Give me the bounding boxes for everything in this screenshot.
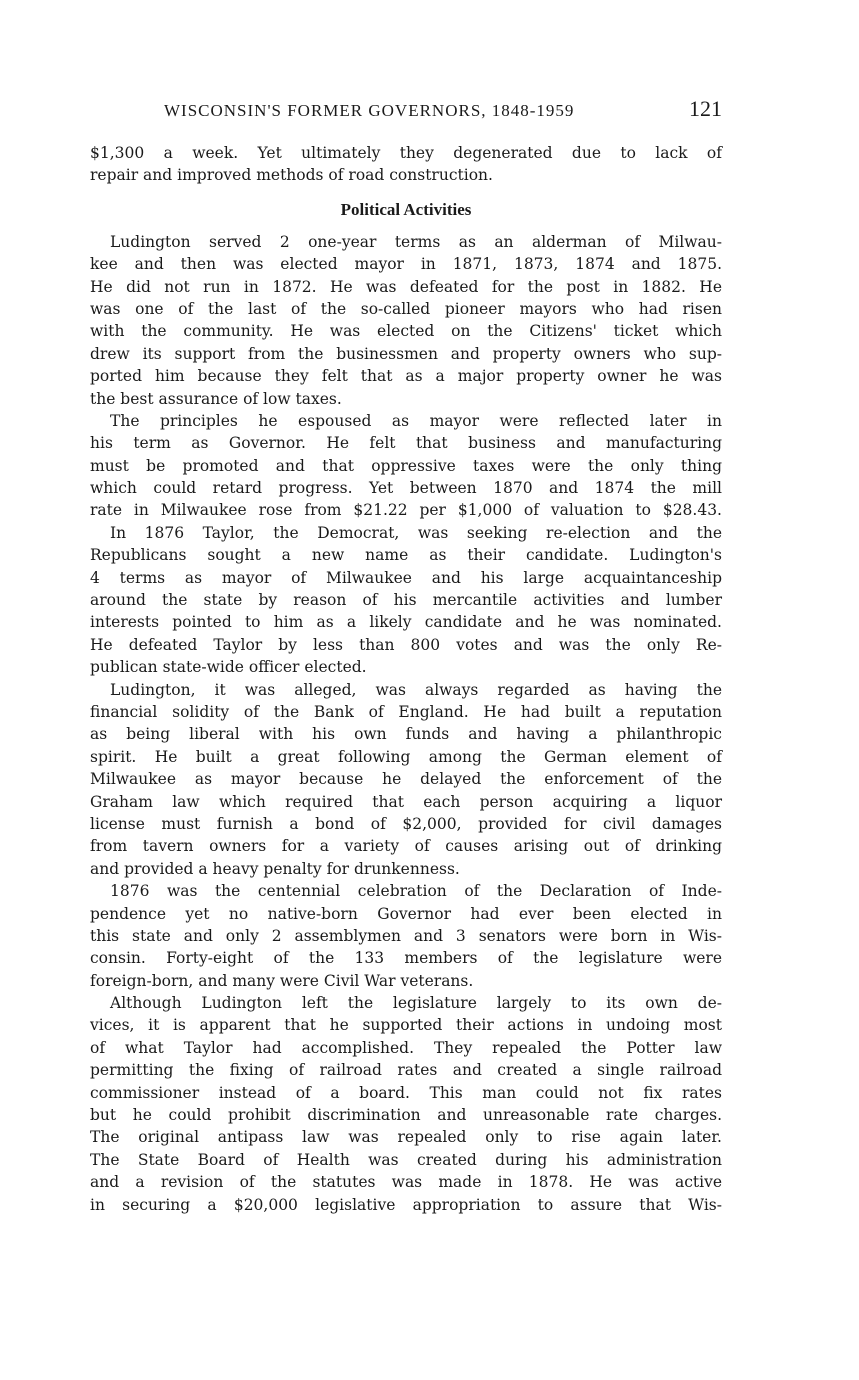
text-line: in securing a $20,000 legislative appropriation to assure that Wis- [90, 1195, 722, 1214]
text-line: commissioner instead of a board. This man could not fix rates [90, 1083, 722, 1102]
text-line: The State Board of Health was created during his administration [90, 1150, 722, 1169]
section-heading: Political Activities [340, 199, 472, 219]
text-line: financial solidity of the Bank of England. He had built a reputation [90, 702, 722, 721]
text-line: In 1876 Taylor, the Democrat, was seeking re-election and the [110, 523, 722, 542]
text-line: He defeated Taylor by less than 800 votes and was the only Re- [90, 635, 722, 654]
text-line: 1876 was the centennial celebration of the Declaration of Inde- [110, 882, 722, 901]
text-line: rate in Milwaukee rose from $21.22 per $1,000 of valuation to $28.43. [90, 501, 722, 520]
text-line: Ludington, it was alleged, was always regarded as having the [110, 680, 722, 699]
text-line: was one of the last of the so-called pioneer mayors who had risen [90, 299, 722, 318]
text-line: foreign-born, and many were Civil War veterans. [90, 971, 474, 990]
text-line: Ludington served 2 one-year terms as an alderman of Milwau- [110, 232, 722, 251]
text-line: The original antipass law was repealed only to rise again later. [90, 1128, 722, 1147]
text-line: Milwaukee as mayor because he delayed the enforcement of the [90, 770, 722, 789]
paragraph [90, 992, 722, 1216]
text-line: license must furnish a bond of $2,000, provided for civil damages [90, 814, 722, 833]
text-line: Although Ludington left the legislature largely to its own de- [110, 994, 722, 1013]
text-line: drew its support from the businessmen and property owners who sup- [90, 344, 722, 363]
text-line: consin. Forty-eight of the 133 members of the legislature were [90, 949, 722, 968]
text-line: Republicans sought a new name as their candidate. Ludington's [90, 546, 722, 565]
body-text [90, 142, 722, 1216]
text-line: repair and improved methods of road construction. [90, 166, 493, 185]
text-line: kee and then was elected mayor in 1871, 1873, 1874 and 1875. [90, 255, 722, 274]
paragraph [90, 410, 722, 522]
text-line: publican state-wide officer elected. [90, 658, 367, 677]
text-line: his term as Governor. He felt that business and manufacturing [90, 434, 722, 453]
running-title: WISCONSIN'S FORMER GOVERNORS, 1848-1959 [164, 101, 575, 120]
text-line: spirit. He built a great following among the German element of [90, 747, 722, 766]
intro-paragraph [90, 142, 722, 187]
text-line: 4 terms as mayor of Milwaukee and his large acquaintanceship [90, 568, 722, 587]
document-page [90, 96, 722, 1216]
text-line: Graham law which required that each person acquiring a liquor [90, 792, 722, 811]
text-line: around the state by reason of his mercantile activities and lumber [90, 591, 722, 610]
text-line: pendence yet no native-born Governor had ever been elected in [90, 904, 722, 923]
text-line: vices, it is apparent that he supported their actions in undoing most [90, 1016, 722, 1035]
paragraph [90, 679, 722, 881]
text-line: and provided a heavy penalty for drunkenness. [90, 859, 460, 878]
text-line: $1,300 a week. Yet ultimately they degenerated due to lack of [90, 144, 722, 162]
running-header [90, 96, 722, 126]
text-line: which could retard progress. Yet between 1870 and 1874 the mill [90, 479, 722, 498]
text-line: with the community. He was elected on the Citizens' ticket which [90, 322, 722, 341]
text-line: must be promoted and that oppressive taxes were the only thing [90, 456, 722, 475]
text-line: this state and only 2 assemblymen and 3 senators were born in Wis- [90, 926, 722, 945]
text-line: He did not run in 1872. He was defeated for the post in 1882. He [90, 277, 722, 296]
text-line: the best assurance of low taxes. [90, 389, 342, 408]
text-line: as being liberal with his own funds and having a philanthropic [90, 725, 722, 744]
paragraph [90, 231, 722, 410]
paragraph [90, 522, 722, 679]
text-line: and a revision of the statutes was made in 1878. He was active [90, 1173, 722, 1192]
text-line: interests pointed to him as a likely candidate and he was nominated. [90, 613, 722, 632]
text-line: permitting the fixing of railroad rates and created a single railroad [90, 1061, 722, 1080]
text-line: The principles he espoused as mayor were reflected later in [110, 411, 722, 430]
text-line: of what Taylor had accomplished. They repealed the Potter law [90, 1038, 722, 1057]
text-line: but he could prohibit discrimination and unreasonable rate charges. [90, 1106, 722, 1125]
text-line: ported him because they felt that as a major property owner he was [90, 367, 722, 386]
paragraph [90, 880, 722, 992]
text-line: from tavern owners for a variety of causes arising out of drinking [90, 837, 722, 856]
page-number: 121 [689, 96, 722, 121]
